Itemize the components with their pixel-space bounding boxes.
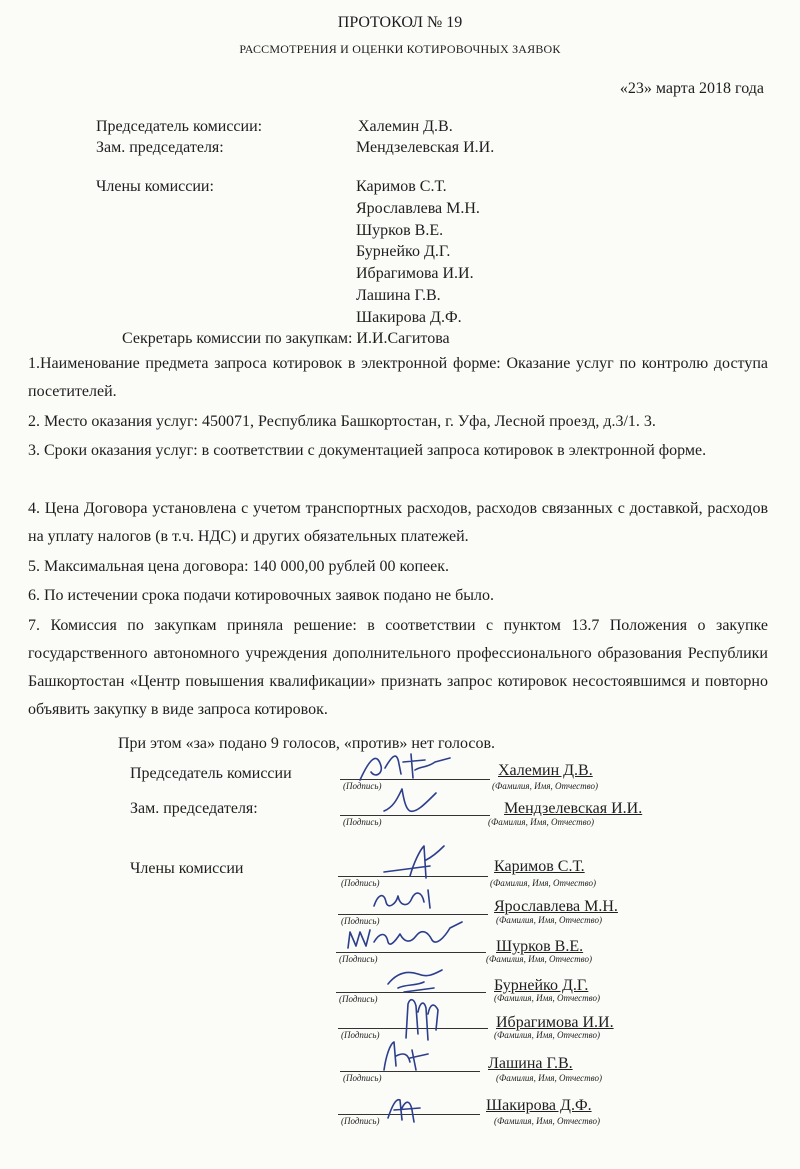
sign-chair-label: Председатель комиссии <box>130 765 292 782</box>
item-2: 2. Место оказания услуг: 450071, Республика Башкортостан, г. Уфа, Лесной проезд, д.3/1. 3. <box>28 413 656 430</box>
name-caption: (Фамилия, Имя, Отчество) <box>486 954 592 964</box>
item-1: 1.Наименование предмета запроса котировок в электронной форме: Оказание услуг по контролю доступа посетителей. <box>28 355 768 400</box>
item-4: 4. Цена Договора установлена с учетом транспортных расходов, расходов связанных с доставкой, расходов на уплату налогов (в т.ч. НДС) и других обязательных платежей. <box>28 500 768 545</box>
signature-handwritten <box>380 783 450 817</box>
member-name: Ярославлева М.Н. <box>356 200 480 217</box>
members-label: Члены комиссии: <box>96 178 214 195</box>
signature-caption: (Подпись) <box>341 878 380 888</box>
name-caption: (Фамилия, Имя, Отчество) <box>496 915 602 925</box>
sign-deputy-label: Зам. председателя: <box>130 800 258 817</box>
secretary-line: Секретарь комиссии по закупкам: И.И.Сагитова <box>122 330 450 347</box>
signature-handwritten <box>380 1088 430 1128</box>
name-caption: (Фамилия, Имя, Отчество) <box>488 817 594 827</box>
document-subtitle: РАССМОТРЕНИЯ И ОЦЕНКИ КОТИРОВОЧНЫХ ЗАЯВОК <box>239 42 561 56</box>
member-name: Бурнейко Д.Г. <box>356 243 451 260</box>
signer-name: Шакирова Д.Ф. <box>486 1097 592 1114</box>
signature-caption: (Подпись) <box>343 1073 382 1083</box>
signature-caption: (Подпись) <box>339 954 378 964</box>
name-caption: (Фамилия, Имя, Отчество) <box>494 1116 600 1126</box>
signature-caption: (Подпись) <box>343 817 382 827</box>
signature-caption: (Подпись) <box>341 1030 380 1040</box>
signer-name: Халемин Д.В. <box>498 762 593 779</box>
signature-handwritten <box>384 964 454 996</box>
signature-handwritten <box>340 918 470 954</box>
name-caption: (Фамилия, Имя, Отчество) <box>492 781 598 791</box>
votes-line: При этом «за» подано 9 голосов, «против» нет голосов. <box>118 735 496 752</box>
document-title: ПРОТОКОЛ № 19 <box>337 14 463 31</box>
signer-name: Шурков В.Е. <box>496 938 584 955</box>
item-7: 7. Комиссия по закупкам приняла решение: в соответствии с пунктом 13.7 Положения о закупке государственного автономного учреждения дополнительного профессионального образования Республики Башкортостан «Центр повышения квалификации» признать запрос котировок несостоявшимся и повторно объявить закупку в виде запроса котировок. <box>28 617 768 718</box>
deputy-name: Мендзелевская И.И. <box>356 139 495 156</box>
signature-handwritten <box>355 748 465 784</box>
signature-caption: (Подпись) <box>339 994 378 1004</box>
item-6: 6. По истечении срока подачи котировочных заявок подано не было. <box>28 587 494 604</box>
signer-name: Мендзелевская И.И. <box>504 800 643 817</box>
deputy-label: Зам. председателя: <box>96 139 224 156</box>
signer-name: Лашина Г.В. <box>488 1055 573 1072</box>
chair-name: Халемин Д.В. <box>358 118 453 135</box>
name-caption: (Фамилия, Имя, Отчество) <box>494 1030 600 1040</box>
member-name: Шакирова Д.Ф. <box>356 309 462 326</box>
signature-handwritten <box>368 884 458 916</box>
name-caption: (Фамилия, Имя, Отчество) <box>496 1073 602 1083</box>
signature-handwritten <box>380 842 470 882</box>
member-name: Каримов С.Т. <box>356 178 447 195</box>
signature-caption: (Подпись) <box>341 916 380 926</box>
name-caption: (Фамилия, Имя, Отчество) <box>490 878 596 888</box>
document-date: «23» марта 2018 года <box>619 80 764 97</box>
item-5: 5. Максимальная цена договора: 140 000,00 рублей 00 копеек. <box>28 558 450 575</box>
member-name: Шурков В.Е. <box>356 222 444 239</box>
sign-members-label: Члены комиссии <box>130 860 244 877</box>
signer-name: Ибрагимова И.И. <box>496 1014 614 1031</box>
member-name: Ибрагимова И.И. <box>356 265 474 282</box>
name-caption: (Фамилия, Имя, Отчество) <box>494 993 600 1003</box>
signature-caption: (Подпись) <box>343 781 382 791</box>
chair-label: Председатель комиссии: <box>96 118 263 135</box>
signer-name: Ярославлева М.Н. <box>494 898 618 915</box>
signature-handwritten <box>376 1036 446 1076</box>
signer-name: Каримов С.Т. <box>494 858 585 875</box>
item-3: 3. Сроки оказания услуг: в соответствии с документацией запроса котировок в электронной форме. <box>28 442 707 459</box>
signature-caption: (Подпись) <box>341 1116 380 1126</box>
member-name: Лашина Г.В. <box>356 287 441 304</box>
signer-name: Бурнейко Д.Г. <box>494 977 589 994</box>
